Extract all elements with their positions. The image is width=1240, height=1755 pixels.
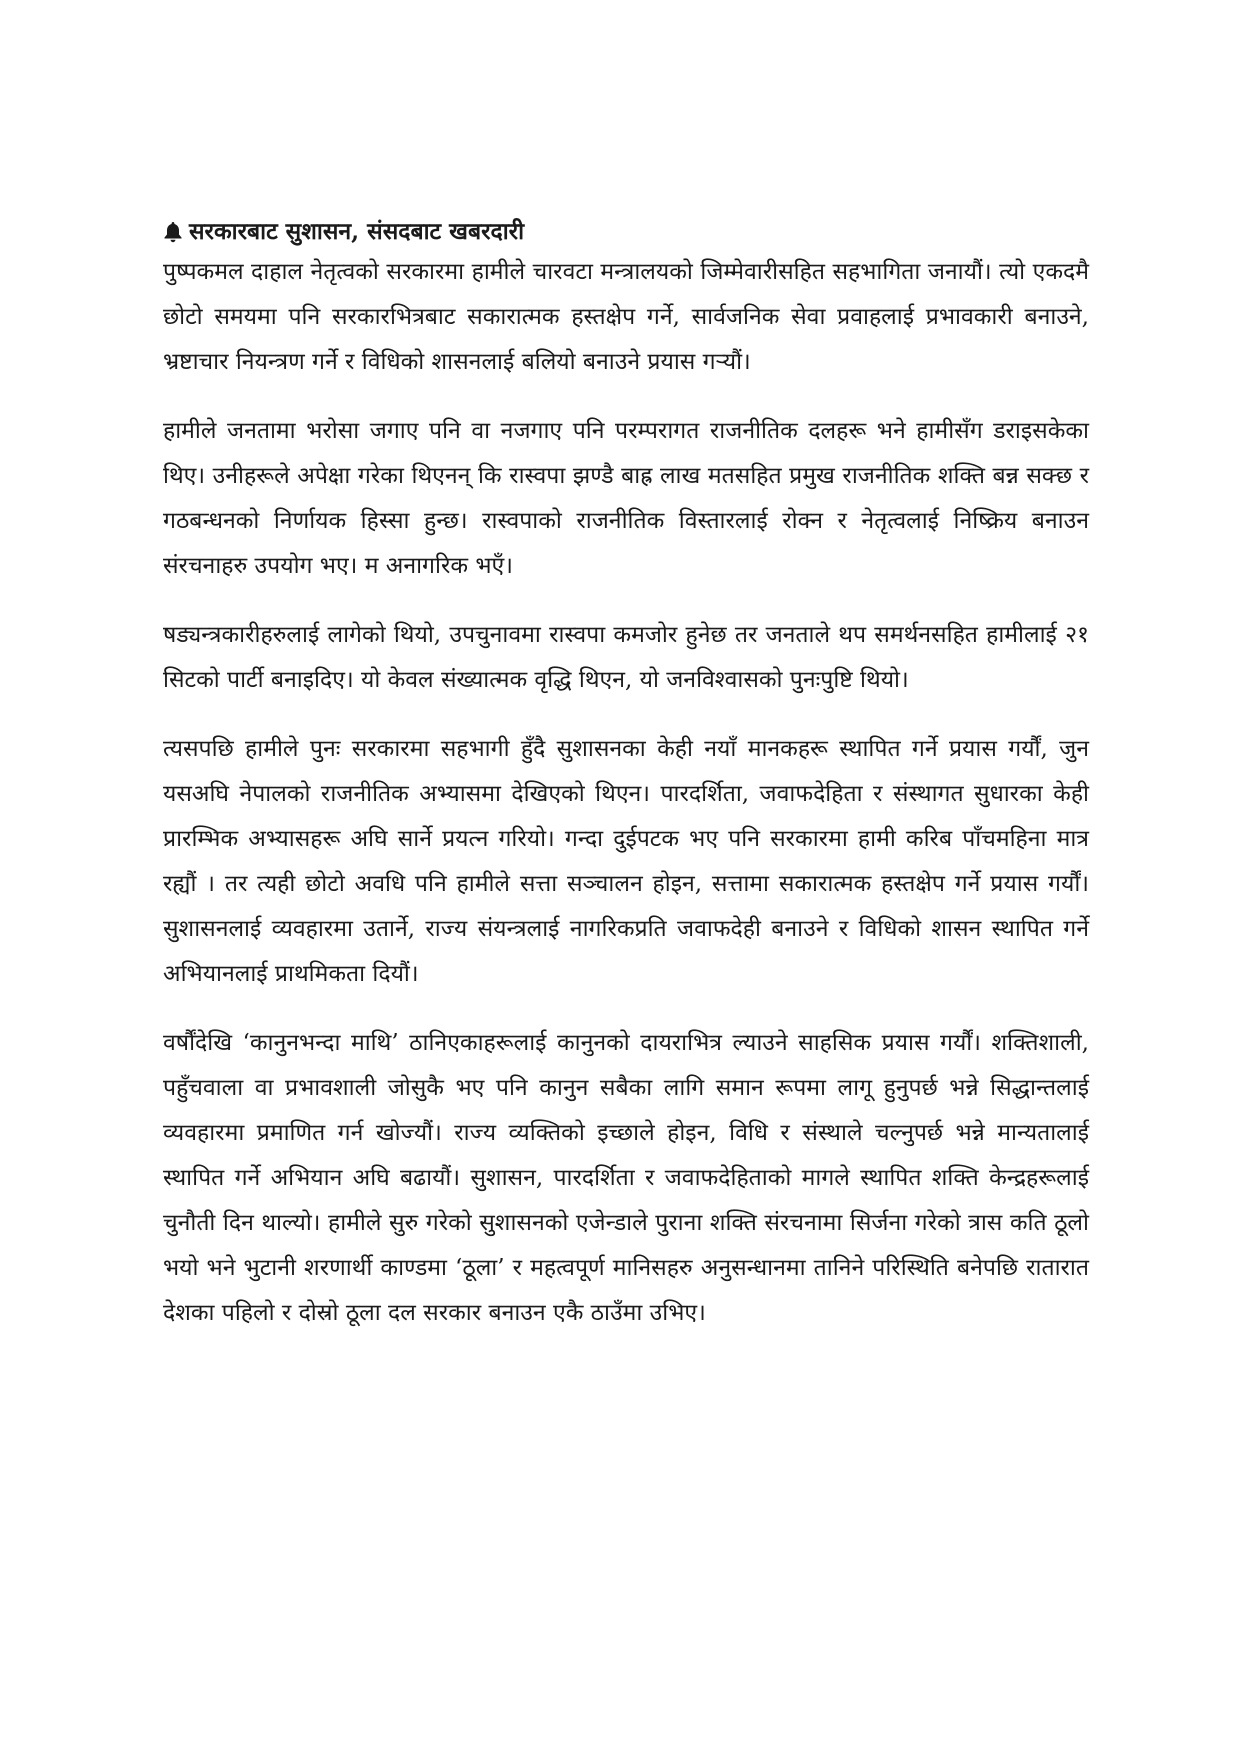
paragraph-3: षड्यन्त्रकारीहरुलाई लागेको थियो, उपचुनावमा रास्वपा कमजोर हुनेछ तर जनताले थप समर्थनसहित हामीलाई २१ सिटको पार्टी बनाइदिए। यो केवल संख्यात्मक वृद्धि थिएन, यो जनविश्वासको पुनःपुष्टि थियो। [163,622,1089,693]
paragraph-2: हामीले जनतामा भरोसा जगाए पनि वा नजगाए पनि परम्परागत राजनीतिक दलहरू भने हामीसँग डराइसकेका थिए। उनीहरूले अपेक्षा गरेका थिएनन् कि रास्वपा झण्डै बाह्र लाख मतसहित प्रमुख राजनीतिक शक्ति बन्न सक्छ र गठबन्धनको निर्णायक हिस्सा हुन्छ। रास्वपाको राजनीतिक विस्तारलाई रोक्न र नेतृत्वलाई निष्क्रिय बनाउन संरचनाहरु उपयोग भए। म अनागरिक भएँ। [163,418,1089,579]
bell-icon [163,220,183,244]
paragraph-4: त्यसपछि हामीले पुनः सरकारमा सहभागी हुँदै सुशासनका केही नयाँ मानकहरू स्थापित गर्ने प्रयास गर्यौं, जुन यसअघि नेपालको राजनीतिक अभ्यासमा देखिएको थिएन। पारदर्शिता, जवाफदेहिता र संस्थागत सुधारका केही प्रारम्भिक अभ्यासहरू अघि सार्ने प्रयत्न गरियो। गन्दा दुईपटक भए पनि सरकारमा हामी करिब पाँचमहिना मात्र रह्यौं । तर त्यही छोटो अवधि पनि हामीले सत्ता सञ्चालन होइन, सत्तामा सकारात्मक हस्तक्षेप गर्ने प्रयास गर्यौं। सुशासनलाई व्यवहारमा उतार्ने, राज्य संयन्त्रलाई नागरिकप्रति जवाफदेही बनाउने र विधिको शासन स्थापित गर्ने अभियानलाई प्राथमिकता दियौं। [163,736,1089,987]
section-heading-text: सरकारबाट सुशासन, संसदबाट खबरदारी [189,218,525,245]
document-content [163,214,1089,1360]
paragraph-5: वर्षौंदेखि ‘कानुनभन्दा माथि’ ठानिएकाहरूलाई कानुनको दायराभित्र ल्याउने साहसिक प्रयास गर्यौं। शक्तिशाली, पहुँचवाला वा प्रभावशाली जोसुकै भए पनि कानुन सबैका लागि समान रूपमा लागू हुनुपर्छ भन्ने सिद्धान्तलाई व्यवहारमा प्रमाणित गर्न खोज्यौं। राज्य व्यक्तिको इच्छाले होइन, विधि र संस्थाले चल्नुपर्छ भन्ने मान्यतालाई स्थापित गर्ने अभियान अघि बढायौं। सुशासन, पारदर्शिता र जवाफदेहिताको मागले स्थापित शक्ति केन्द्रहरूलाई चुनौती दिन थाल्यो। हामीले सुरु गरेको सुशासनको एजेन्डाले पुराना शक्ति संरचनामा सिर्जना गरेको त्रास कति ठूलो भयो भने भुटानी शरणार्थी काण्डमा ‘ठूला’ र महत्वपूर्ण मानिसहरु अनुसन्धानमा तानिने परिस्थिति बनेपछि रातारात देशका पहिलो र दोस्रो ठूला दल सरकार बनाउन एकै ठाउँमा उभिए। [163,1030,1089,1326]
paragraph-1: पुष्पकमल दाहाल नेतृत्वको सरकारमा हामीले चारवटा मन्त्रालयको जिम्मेवारीसहित सहभागिता जनायौं। त्यो एकदमै छोटो समयमा पनि सरकारभित्रबाट सकारात्मक हस्तक्षेप गर्ने, सार्वजनिक सेवा प्रवाहलाई प्रभावकारी बनाउने, भ्रष्टाचार नियन्त्रण गर्ने र विधिको शासनलाई बलियो बनाउने प्रयास गऱ्यौं। [163,259,1089,375]
section-heading [163,214,1089,250]
